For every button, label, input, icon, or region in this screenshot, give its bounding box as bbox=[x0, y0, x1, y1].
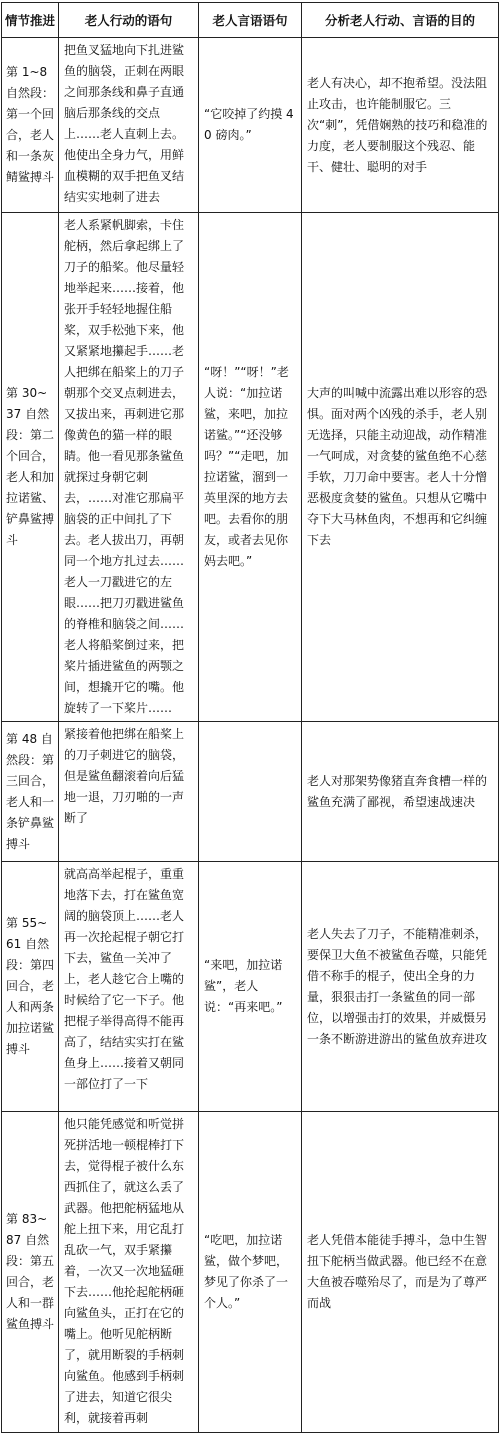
table-row bbox=[2, 38, 499, 213]
analysis-cell: 老人对那架势像猪直奔食槽一样的鲨鱼充满了鄙视，希望速战速决 bbox=[302, 722, 499, 862]
header-stage: 情节推进 bbox=[2, 3, 59, 38]
action-cell: 把鱼叉猛地向下扎进鲨鱼的脑袋，正刺在两眼之间那条线和鼻子直通脑后那条线的交点上……老人直刺上去。他使出全身力气，用鲜血模糊的双手把鱼叉结结实实地刺了进去 bbox=[59, 38, 199, 213]
table-row bbox=[2, 862, 499, 1112]
speech-cell: “它咬掉了约摸 40 磅肉。” bbox=[199, 38, 302, 213]
action-cell: 他只能凭感觉和听觉拼死拼活地一顿棍棒打下去，觉得棍子被什么东西抓住了，就这么丢了武器。他把舵柄猛地从舵上扭下来，用它乱打乱砍一气，双手紧攥着，一次又一次地猛砸下去……他抡起舵柄砸向鲨鱼头，正打在它的嘴上。他听见舵柄断了，就用断裂的手柄刺向鲨鱼。他感到手柄刺了进去，知道它很尖利，就接着再刺 bbox=[59, 1112, 199, 1433]
action-cell: 紧接着他把绑在船桨上的刀子刺进它的脑袋，但是鲨鱼翻滚着向后猛地一退，刀刃啪的一声断了 bbox=[59, 722, 199, 862]
speech-cell: “吃吧，加拉诺鲨，做个梦吧，梦见了你杀了一个人。” bbox=[199, 1112, 302, 1433]
action-cell: 老人系紧帆脚索，卡住舵柄，然后拿起绑上了刀子的船桨。他尽量轻地举起来……接着，他张开手轻轻地握住船桨，双手松弛下来，他又紧紧地攥起手……老人把绑在船桨上的刀子朝那个交叉点刺进去，又拔出来，再刺进它那像黄色的猫一样的眼睛。他一看见那条鲨鱼就探过身朝它刺去，……对准它那扁平脑袋的正中间扎了下去。老人拔出刀，再朝同一个地方扎过去……老人一刀戳进它的左眼……把刀刃戳进鲨鱼的脊椎和脑袋之间……老人将船桨倒过来，把桨片插进鲨鱼的两颚之间，想撬开它的嘴。他旋转了一下桨片…… bbox=[59, 213, 199, 722]
story-analysis-table bbox=[1, 2, 499, 1433]
analysis-cell: 老人凭借本能徒手搏斗，急中生智扭下舵柄当做武器。他已经不在意大鱼被吞噬殆尽了，而是为了尊严而战 bbox=[302, 1112, 499, 1433]
stage-cell: 第 83~87 自然段：第五回合，老人和一群鲨鱼搏斗 bbox=[2, 1112, 59, 1433]
stage-cell: 第 1~8 自然段：第一个回合，老人和一条灰鲭鲨搏斗 bbox=[2, 38, 59, 213]
header-action: 老人行动的语句 bbox=[59, 3, 199, 38]
speech-cell bbox=[199, 722, 302, 862]
header-analysis: 分析老人行动、言语的目的 bbox=[302, 3, 499, 38]
speech-cell: “来吧，加拉诺鲨”，老人说：“再来吧。” bbox=[199, 862, 302, 1112]
analysis-cell: 老人有决心，却不抱希望。没法阻止攻击，也许能制服它。三次“刺”，凭借娴熟的技巧和稳准的力度，老人要制服这个残忍、能干、健壮、聪明的对手 bbox=[302, 38, 499, 213]
header-speech: 老人言语语句 bbox=[199, 3, 302, 38]
action-cell: 就高高举起棍子，重重地落下去，打在鲨鱼宽阔的脑袋顶上……老人再一次抡起棍子朝它打下去，鲨鱼一关冲了上，老人趁它合上嘴的时候给了它一下子。他把棍子举得高得不能再高了，结结实实打在鲨鱼身上……接着又朝同一部位打了一下 bbox=[59, 862, 199, 1112]
analysis-cell: 老人失去了刀子，不能精准刺杀，要保卫大鱼不被鲨鱼吞噬，只能凭借不称手的棍子，使出全身的力量，狠狠击打一条鲨鱼的同一部位，以增强击打的效果，并威慑另一条不断游进游出的鲨鱼放弃进攻 bbox=[302, 862, 499, 1112]
table-row bbox=[2, 722, 499, 862]
table-row bbox=[2, 1112, 499, 1433]
table-row bbox=[2, 213, 499, 722]
speech-cell: “呀！”“呀！”老人说：“加拉诺鲨，来吧，加拉诺鲨。”“还没够吗？”“走吧，加拉诺鲨，溜到一英里深的地方去吧。去看你的朋友，或者去见你妈去吧。” bbox=[199, 213, 302, 722]
analysis-cell: 大声的叫喊中流露出难以形容的恐惧。面对两个凶残的杀手，老人别无选择，只能主动迎战，动作精准一气呵成，对贪婪的鲨鱼绝不心慈手软，刀刀命中要害。老人十分憎恶极度贪婪的鲨鱼。只想从它嘴中夺下大马林鱼肉，不想再和它纠缠下去 bbox=[302, 213, 499, 722]
stage-cell: 第 30~37 自然段：第二个回合，老人和加拉诺鲨、铲鼻鲨搏斗 bbox=[2, 213, 59, 722]
stage-cell: 第 48 自然段：第三回合，老人和一条铲鼻鲨搏斗 bbox=[2, 722, 59, 862]
header-row bbox=[2, 3, 499, 38]
stage-cell: 第 55~61 自然段：第四回合，老人和两条加拉诺鲨搏斗 bbox=[2, 862, 59, 1112]
